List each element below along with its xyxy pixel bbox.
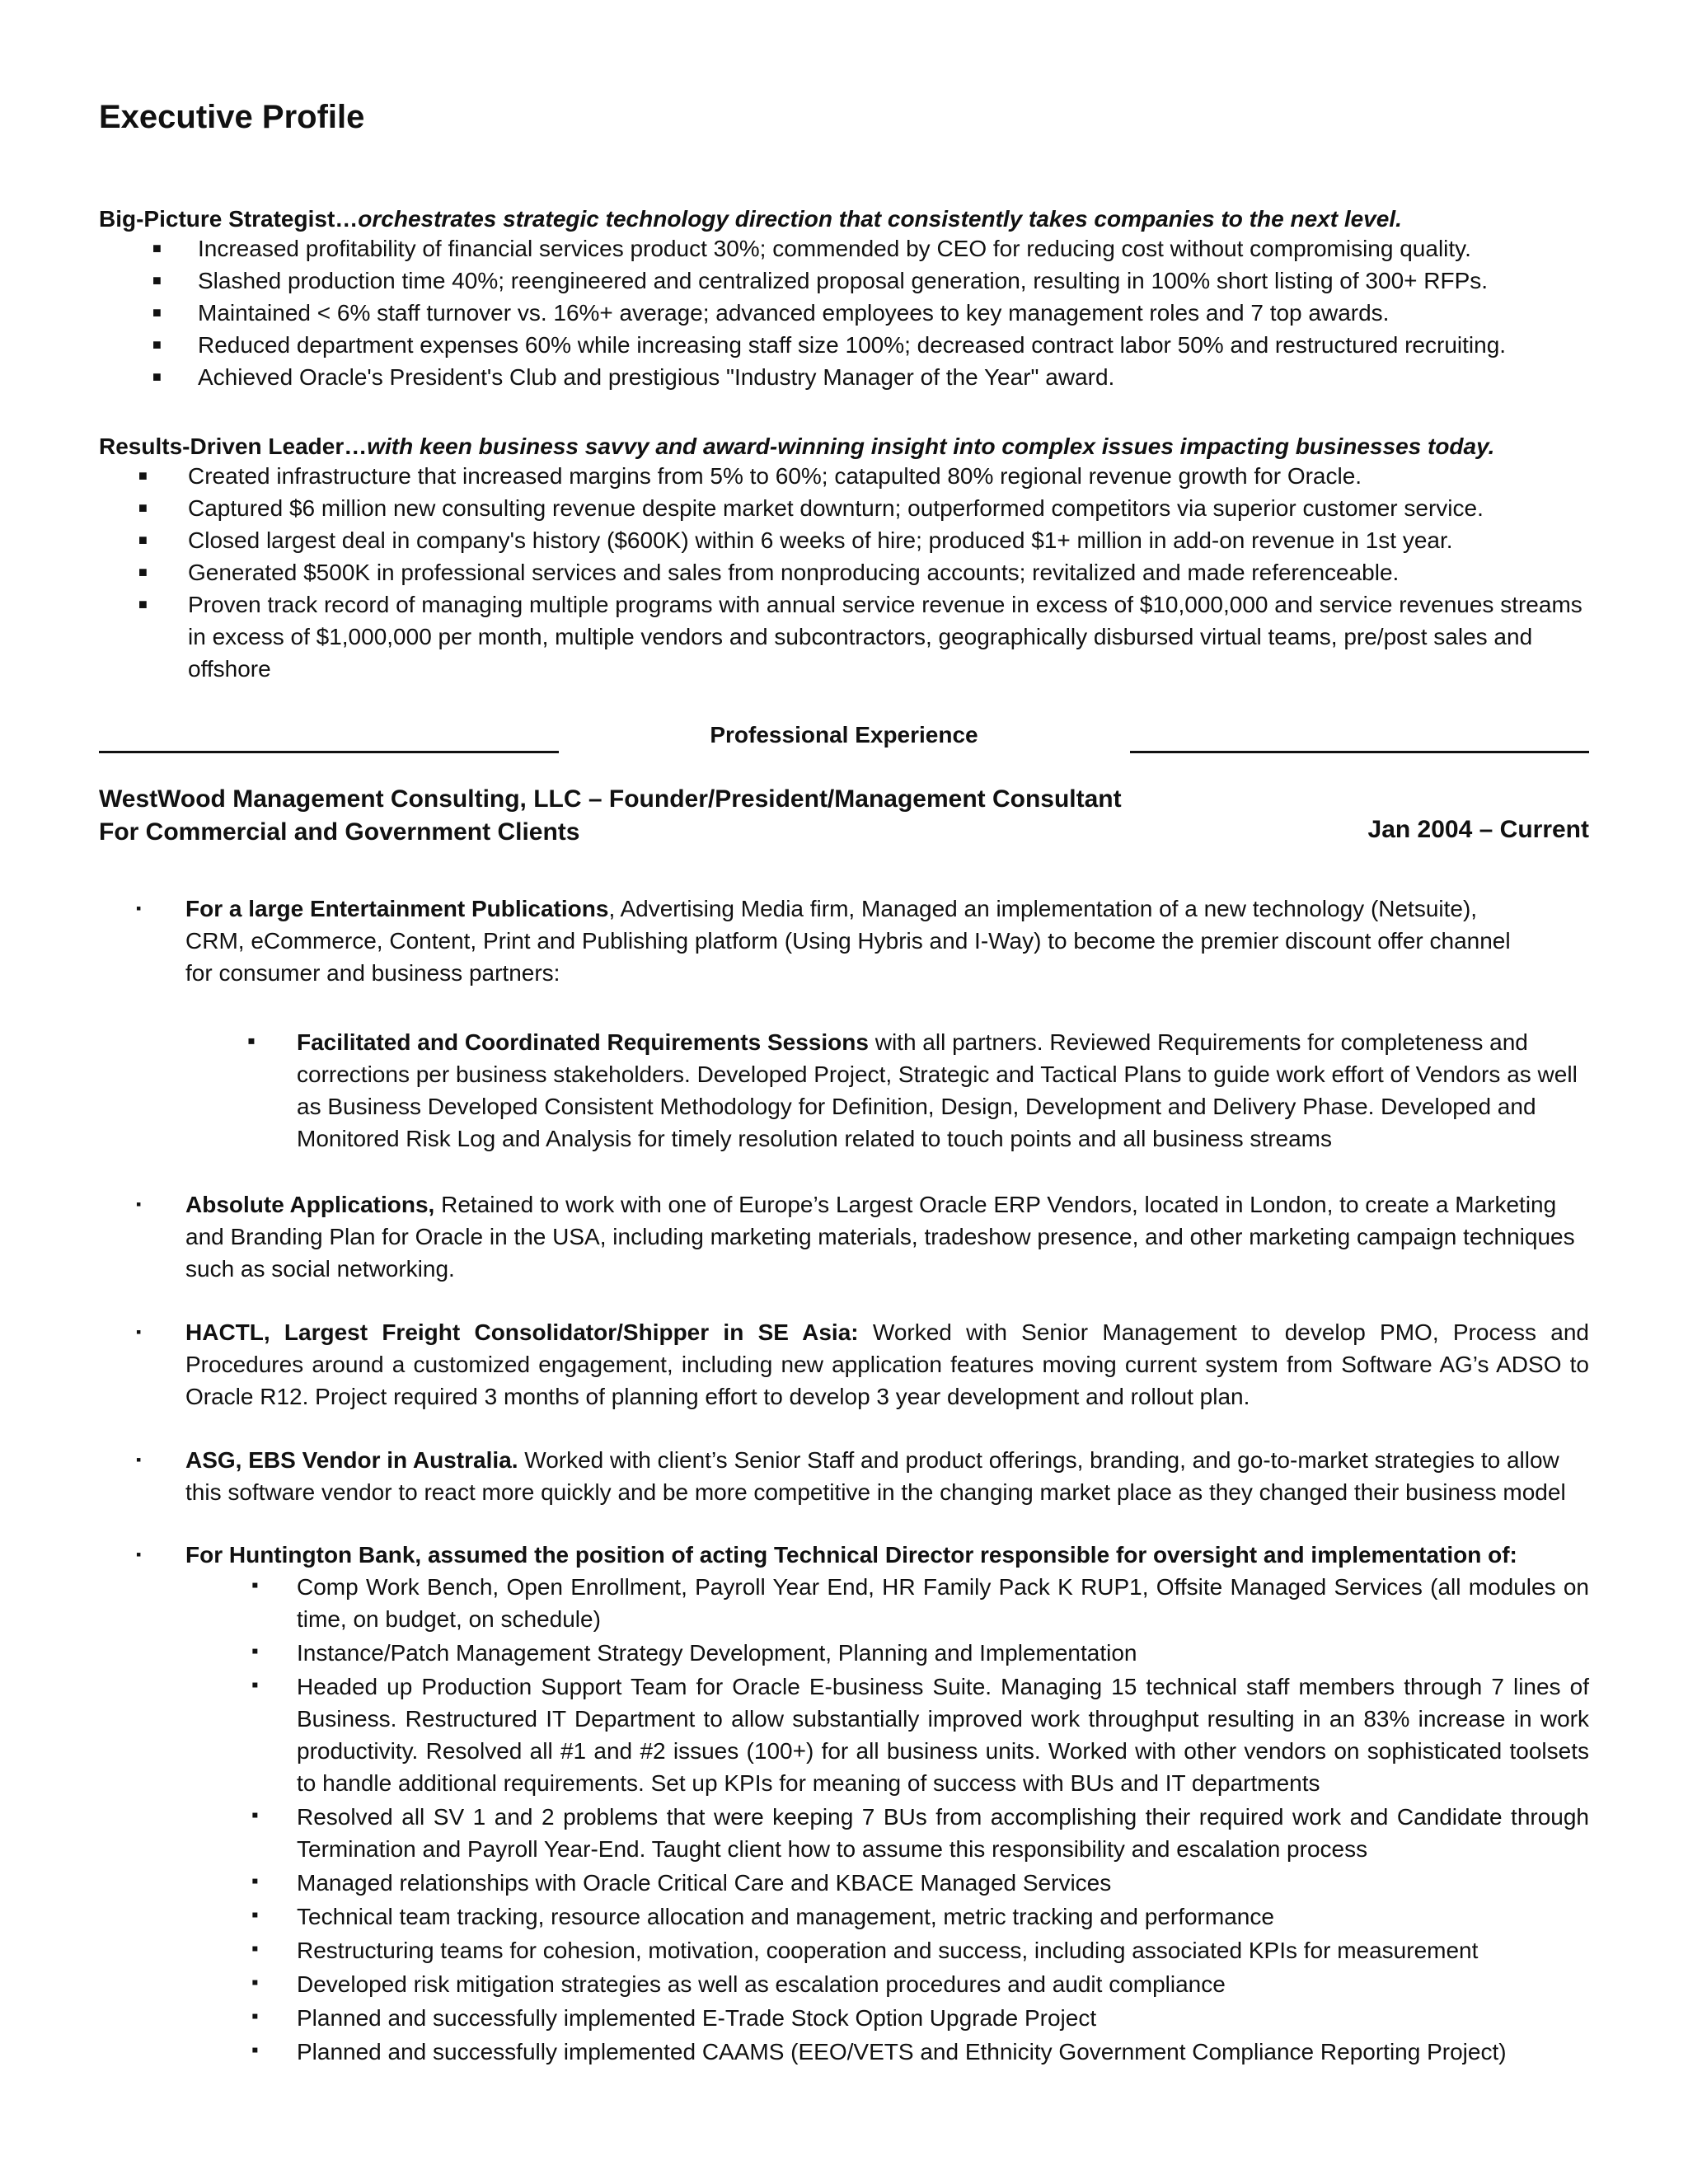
clients-line: For Commercial and Government Clients bbox=[99, 818, 580, 846]
facilitated-text: with all partners. Reviewed Requirements for completeness and corrections per business stakeholders. Developed Project, Strategic and Tactical Plans to guide work effort of Vendors as well as Business Developed Consistent Methodology for Definition, Design, Development and Delivery Phase. Developed and Monitored Risk Log and Analysis for timely resolution related to touch points and all business streams bbox=[297, 1029, 1578, 1151]
job-hactl-bold: HACTL, Largest Freight Consolidator/Shipper in SE Asia: bbox=[185, 1319, 859, 1345]
facilitated-bold: Facilitated and Coordinated Requirements Sessions bbox=[297, 1029, 869, 1055]
big-picture-list bbox=[99, 232, 1589, 393]
list-item: ▪ Planned and successfully implemented E-Trade Stock Option Upgrade Project bbox=[297, 2002, 1589, 2034]
job-entertainment bbox=[185, 893, 1523, 989]
results-driven-lead-bold: Results-Driven Leader… bbox=[99, 434, 368, 459]
results-driven-section bbox=[99, 434, 1589, 685]
list-item: ■ Captured $6 million new consulting revenue despite market downturn; outperformed competitors via superior customer service. bbox=[99, 492, 1589, 524]
list-item: ■ Proven track record of managing multiple programs with annual service revenue in excess of $10,000,000 and service revenues streams in excess of $1,000,000 per month, multiple vendors and subcontractors, geographically disbursed virtual teams, pre/post sales and offshore bbox=[99, 588, 1589, 685]
list-item: ■ Maintained < 6% staff turnover vs. 16%+ average; advanced employees to key management roles and 7 top awards. bbox=[99, 297, 1589, 329]
job-absolute-text: Retained to work with one of Europe’s Largest Oracle ERP Vendors, located in London, to create a Marketing and Branding Plan for Oracle in the USA, including marketing materials, tradeshow presence, and other marketing campaign techniques such as social networking. bbox=[185, 1192, 1575, 1282]
list-item: ■ Reduced department expenses 60% while increasing staff size 100%; decreased contract labor 50% and restructured recruiting. bbox=[99, 329, 1589, 361]
job-huntington-bold: For Huntington Bank, assumed the position of acting Technical Director responsible for oversight and implementation of: bbox=[185, 1542, 1517, 1568]
list-item: ▪ Developed risk mitigation strategies as well as escalation procedures and audit compliance bbox=[297, 1968, 1589, 2000]
job-asg bbox=[185, 1444, 1589, 1508]
list-item: ■ Closed largest deal in company's history ($600K) within 6 weeks of hire; produced $1+ million in add-on revenue in 1st year. bbox=[99, 524, 1589, 556]
job-absolute bbox=[185, 1188, 1589, 1285]
job-hactl bbox=[185, 1316, 1589, 1413]
job-entertainment-text: , Advertising Media firm, Managed an implementation of a new technology (Netsuite), CRM, eCommerce, Content, Print and Publishing platform (Using Hybris and I-Way) to become the premier discount offer channel for consumer and business partners: bbox=[185, 896, 1511, 986]
big-picture-section bbox=[99, 206, 1589, 393]
list-item: ■ Slashed production time 40%; reengineered and centralized proposal generation, resulting in 100% short listing of 300+ RFPs. bbox=[99, 265, 1589, 297]
list-item: ▪ Managed relationships with Oracle Critical Care and KBACE Managed Services bbox=[297, 1867, 1589, 1899]
job-absolute-bold: Absolute Applications, bbox=[185, 1192, 435, 1217]
section-title: Professional Experience bbox=[710, 722, 978, 748]
company-line: WestWood Management Consulting, LLC – Founder/President/Management Consultant bbox=[99, 785, 1122, 813]
list-item: ▪ Resolved all SV 1 and 2 problems that were keeping 7 BUs from accomplishing their required work and Candidate through Termination and Payroll Year-End. Taught client how to assume this responsibility and escalation process bbox=[297, 1801, 1589, 1865]
list-item: ▪ Instance/Patch Management Strategy Development, Planning and Implementation bbox=[297, 1637, 1589, 1669]
big-picture-lead bbox=[99, 206, 1589, 232]
big-picture-lead-bold: Big-Picture Strategist… bbox=[99, 206, 359, 232]
job-huntington bbox=[185, 1539, 1589, 1571]
resume-page bbox=[99, 0, 1589, 2184]
list-item: ■ Generated $500K in professional services and sales from nonproducing accounts; revitalized and made referenceable. bbox=[99, 556, 1589, 588]
divider-right bbox=[1130, 751, 1589, 753]
list-item: ▪ Comp Work Bench, Open Enrollment, Payroll Year End, HR Family Pack K RUP1, Offsite Managed Services (all modules on time, on budget, on schedule) bbox=[297, 1571, 1589, 1635]
results-driven-lead bbox=[99, 434, 1589, 460]
page-title: Executive Profile bbox=[99, 99, 365, 135]
facilitated-item bbox=[297, 1026, 1589, 1155]
results-driven-lead-italic: with keen business savvy and award-winning insight into complex issues impacting businesses today. bbox=[367, 434, 1495, 459]
big-picture-lead-italic: orchestrates strategic technology direction that consistently takes companies to the next level. bbox=[358, 206, 1402, 232]
list-item: ■ Increased profitability of financial services product 30%; commended by CEO for reducing cost without compromising quality. bbox=[99, 232, 1589, 265]
huntington-list bbox=[297, 1571, 1589, 2069]
job-entertainment-bold: For a large Entertainment Publications bbox=[185, 896, 609, 921]
list-item: ▪ Technical team tracking, resource allocation and management, metric tracking and performance bbox=[297, 1900, 1589, 1933]
job-dates: Jan 2004 – Current bbox=[1367, 816, 1589, 843]
job-hactl-text: Worked with Senior Management to develop PMO, Process and Procedures around a customized engagement, including new application features moving current system from Software AG’s ADSO to Oracle R12. Project required 3 months of planning effort to develop 3 year development and rollout plan. bbox=[185, 1319, 1589, 1409]
list-item: ▪ Restructuring teams for cohesion, motivation, cooperation and success, including associated KPIs for measurement bbox=[297, 1934, 1589, 1966]
list-item: ■ Created infrastructure that increased margins from 5% to 60%; catapulted 80% regional revenue growth for Oracle. bbox=[99, 460, 1589, 492]
list-item: ▪ Planned and successfully implemented CAAMS (EEO/VETS and Ethnicity Government Compliance Reporting Project) bbox=[297, 2036, 1589, 2068]
job-asg-bold: ASG, EBS Vendor in Australia. bbox=[185, 1447, 518, 1473]
divider-left bbox=[99, 751, 559, 753]
results-driven-list bbox=[99, 460, 1589, 685]
company-header bbox=[99, 783, 1589, 849]
job-asg-text: Worked with client’s Senior Staff and product offerings, branding, and go-to-market strategies to allow this software vendor to react more quickly and be more competitive in the changing market place as they changed their business model bbox=[185, 1447, 1566, 1505]
list-item: ■ Achieved Oracle's President's Club and prestigious "Industry Manager of the Year" award. bbox=[99, 361, 1589, 393]
list-item: ▪ Headed up Production Support Team for Oracle E-business Suite. Managing 15 technical staff members through 7 lines of Business. Restructured IT Department to allow substantially improved work throughput resulting in an 83% increase in work productivity. Resolved all #1 and #2 issues (100+) for all business units. Worked with other vendors on sophisticated toolsets to handle additional requirements. Set up KPIs for meaning of success with BUs and IT departments bbox=[297, 1671, 1589, 1799]
